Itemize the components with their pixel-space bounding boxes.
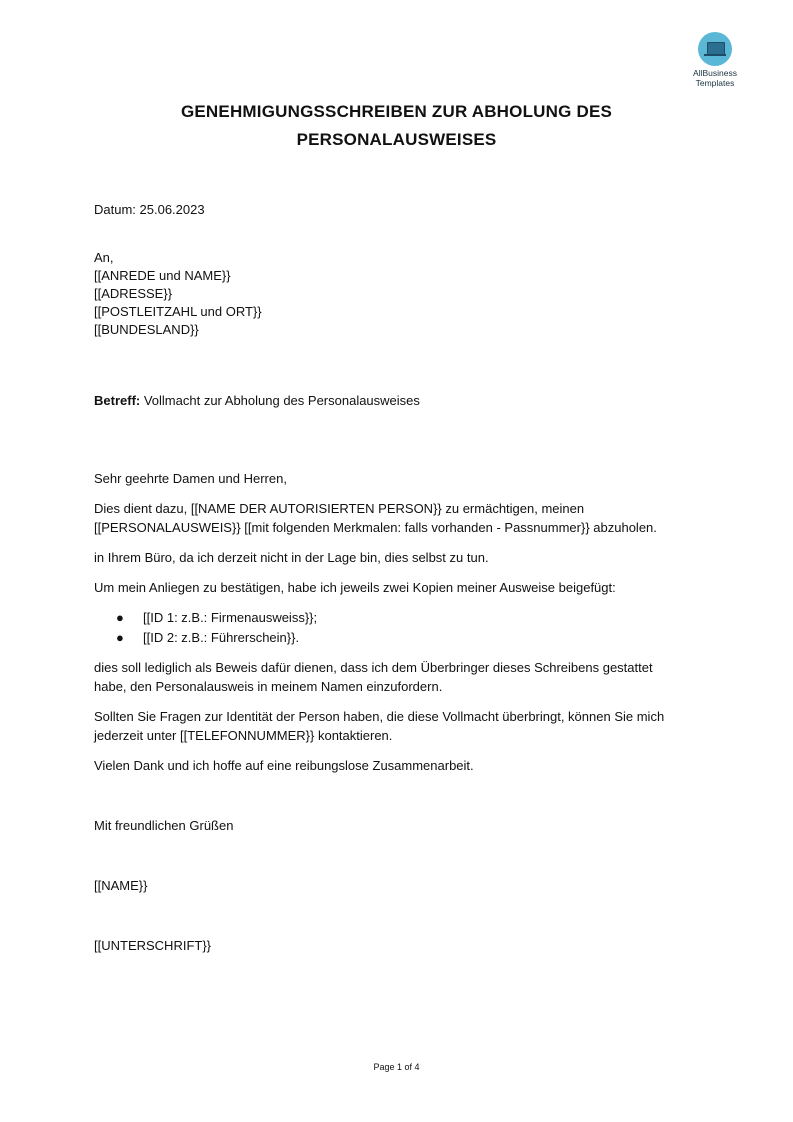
paragraph-2: in Ihrem Büro, da ich derzeit nicht in der Lage bin, dies selbst zu tun. [94,550,489,565]
paragraph-3: Um mein Anliegen zu bestätigen, habe ich jeweils zwei Kopien meiner Ausweise beigefügt: [94,580,616,595]
page-number: Page 1 of 4 [373,1062,420,1072]
recipient-salutation: An, [94,250,114,265]
list-item-text: [[ID 1: z.B.: Firmenausweiss}}; [143,610,318,625]
logo-text [690,68,740,88]
recipient-name: [[ANREDE und NAME}} [94,268,231,283]
subject-line [94,392,420,410]
list-item [116,629,299,647]
recipient-state: [[BUNDESLAND}} [94,322,199,337]
paragraph-5-line-2: jederzeit unter [[TELEFONNUMMER}} kontaktieren. [94,728,393,743]
signature-placeholder: [[UNTERSCHRIFT}} [94,938,212,953]
laptop-icon [698,32,732,66]
title-line-1: GENEHMIGUNGSSCHREIBEN ZUR ABHOLUNG DES [180,102,613,121]
logo-line-1: AllBusiness [693,68,737,78]
paragraph-4-line-1: dies soll lediglich als Beweis dafür dienen, dass ich dem Überbringer dieses Schreibens gestattet [94,660,653,675]
list-item [116,609,317,627]
paragraph-4-line-2: habe, den Personalausweis in meinem Namen einzufordern. [94,679,443,694]
closing: Mit freundlichen Grüßen [94,818,234,833]
subject-label: Betreff: [94,393,141,408]
paragraph-1-line-2: [[PERSONALAUSWEIS}} [[mit folgenden Merkmalen: falls vorhanden - Passnummer}} abzuholen. [94,520,657,535]
list-item-text: [[ID 2: z.B.: Führerschein}}. [143,630,300,645]
greeting: Sehr geehrte Damen und Herren, [94,471,287,486]
company-logo [690,32,740,88]
title-line-2: PERSONALAUSWEISES [296,130,497,149]
paragraph-6: Vielen Dank und ich hoffe auf eine reibungslose Zusammenarbeit. [94,758,474,773]
recipient-city: [[POSTLEITZAHL und ORT}} [94,304,262,319]
bullet-icon: ● [116,610,124,625]
bullet-icon: ● [116,630,124,645]
date-line: Datum: 25.06.2023 [94,202,205,217]
paragraph-1-line-1: Dies dient dazu, [[NAME DER AUTORISIERTEN PERSON}} zu ermächtigen, meinen [94,501,585,516]
paragraph-5-line-1: Sollten Sie Fragen zur Identität der Person haben, die diese Vollmacht überbringt, können Sie mich [94,709,665,724]
signature-name: [[NAME}} [94,878,148,893]
document-title [0,98,793,154]
logo-line-2: Templates [695,78,735,88]
recipient-address: [[ADRESSE}} [94,286,173,301]
subject-text: Vollmacht zur Abholung des Personalausweises [140,393,420,408]
